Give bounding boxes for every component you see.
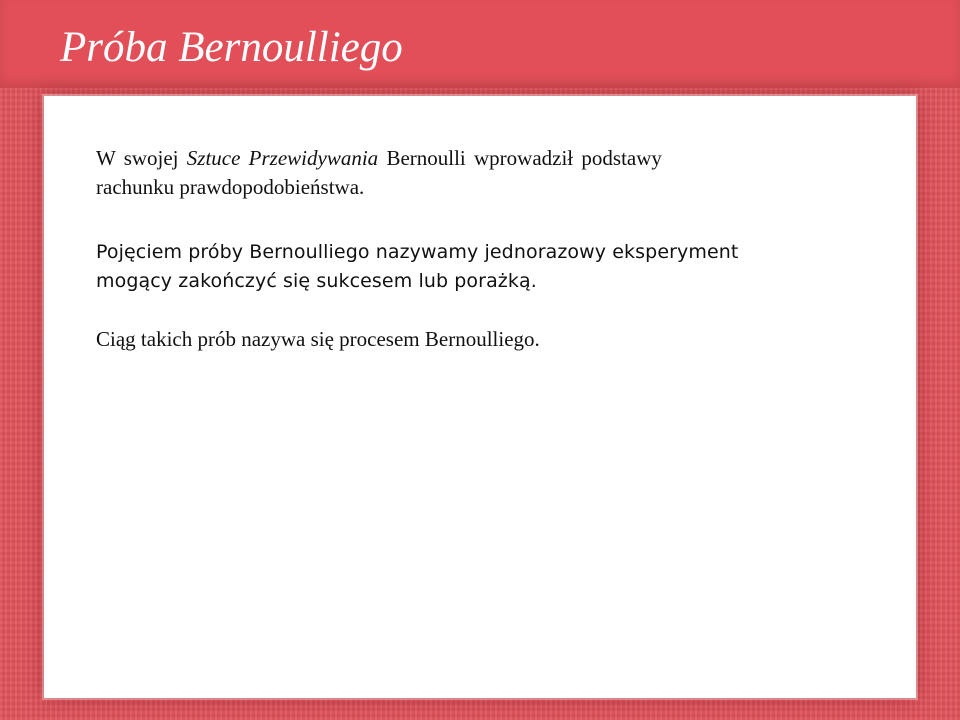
paragraph-definition [96,238,896,296]
paragraph-line [96,144,896,173]
paragraph-bernoulli-intro [96,144,896,202]
paragraph-process: Ciąg takich prób nazywa się procesem Bernoulliego. [96,327,540,351]
paragraph-line: rachunku prawdopodobieństwa. [96,175,365,199]
book-title: Sztuce Przewidywania [186,146,379,170]
text-segment: W swojej [96,146,187,170]
title-bar [0,0,960,88]
paragraph-line: Pojęciem próby Bernoulliego nazywamy jednorazowy eksperyment [96,241,739,263]
paragraph-line: mogący zakończyć się sukcesem lub porażką. [96,270,537,292]
text-segment: Bernoulli wprowadził podstawy [378,146,662,170]
slide-title: Próba Bernoulliego [60,24,403,71]
